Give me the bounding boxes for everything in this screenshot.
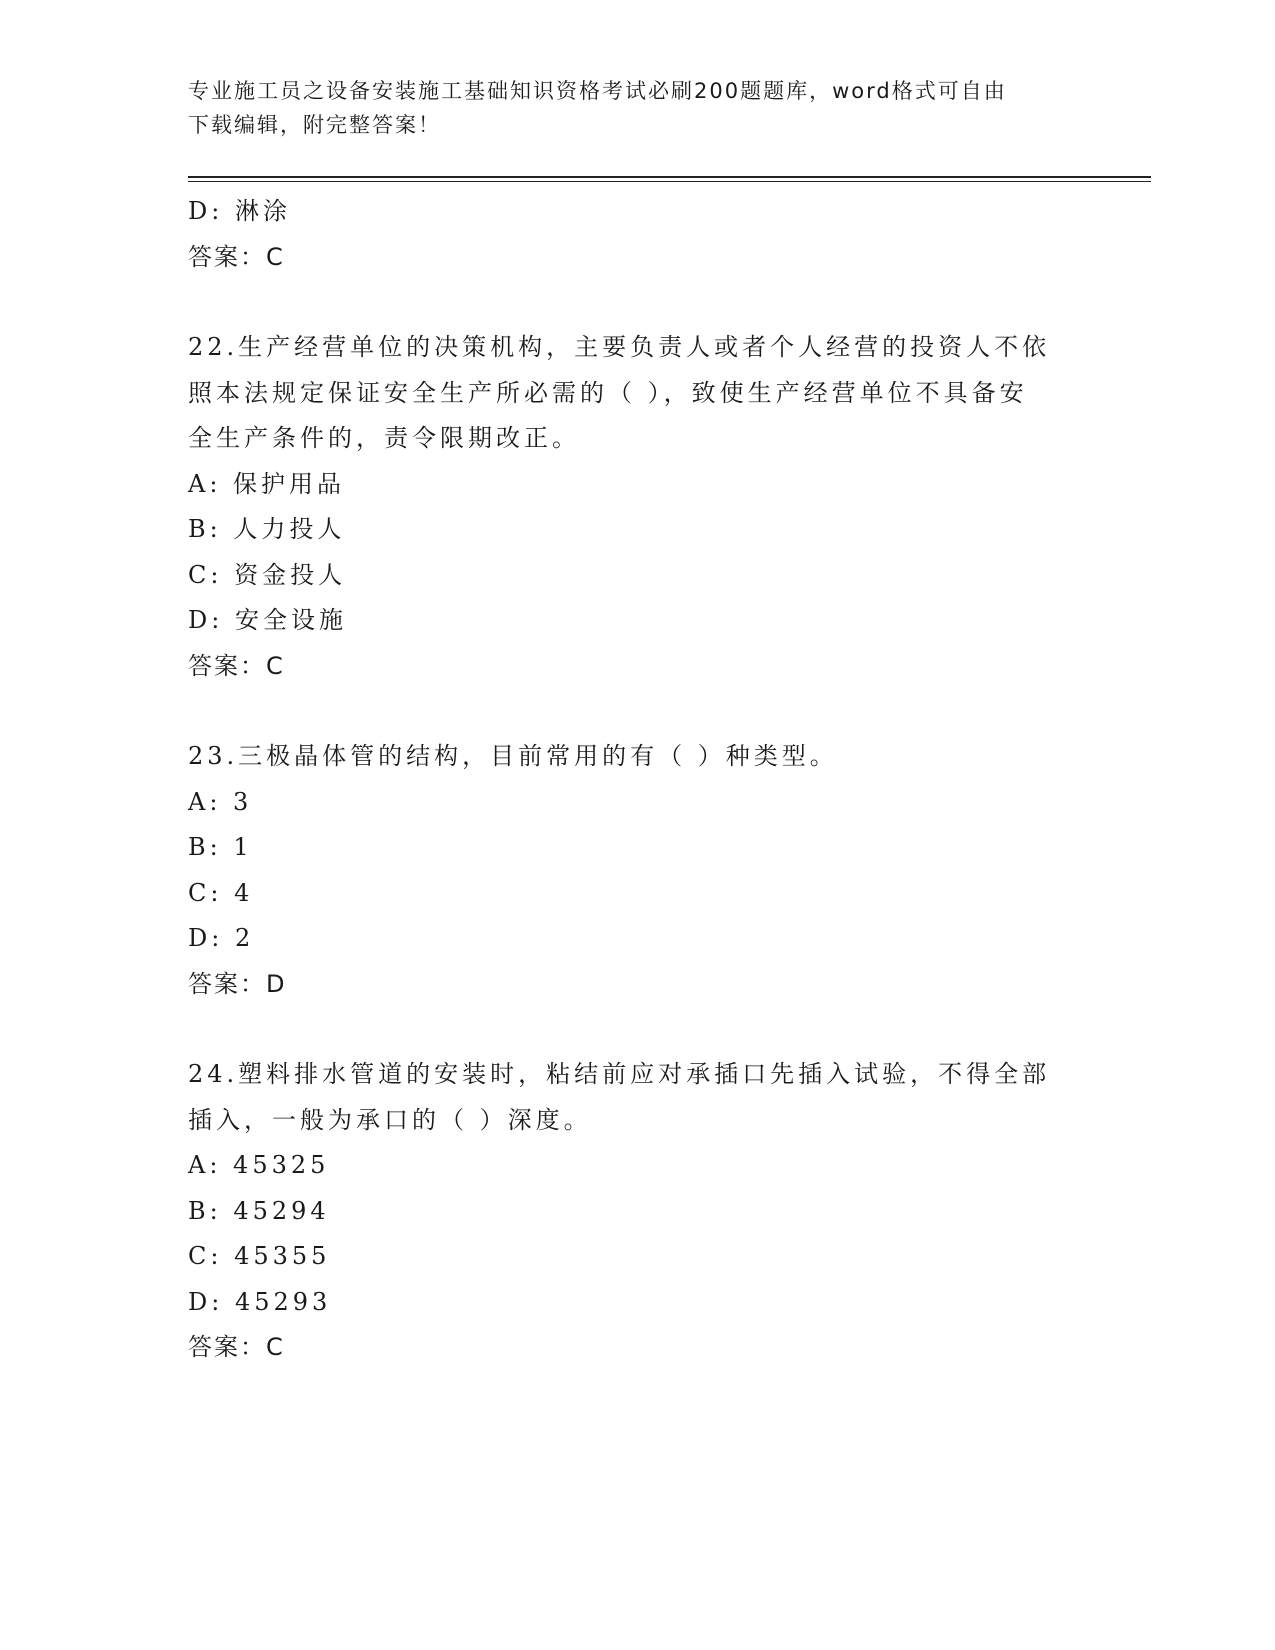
question-text-line: 23.三极晶体管的结构，目前常用的有（ ）种类型。 [188, 742, 838, 770]
question-block-22 [188, 325, 1088, 689]
header-divider-thick [188, 176, 1151, 178]
option-a: A: 45325 [188, 1151, 330, 1179]
question-text-line: 22.生产经营单位的决策机构，主要负责人或者个人经营的投资人不依 [188, 333, 1051, 361]
option-d: D: 安全设施 [188, 606, 347, 634]
spacer [188, 280, 1088, 325]
option-b: B: 45294 [188, 1196, 330, 1225]
question-text-line: 插入，一般为承口的（ ）深度。 [188, 1105, 592, 1134]
option-a: A: 保护用品 [188, 469, 346, 498]
option-c: C: 45355 [188, 1242, 331, 1270]
option-a: A: 3 [188, 787, 253, 816]
option-c: C: 资金投人 [188, 560, 347, 589]
option-b: B: 人力投人 [188, 515, 346, 543]
spacer [188, 1007, 1088, 1052]
option-c: C: 4 [188, 878, 254, 907]
option-b: B: 1 [188, 833, 253, 861]
document-header [188, 74, 1068, 142]
answer-line: 答案：C [188, 1333, 285, 1361]
answer-line: 答案：C [188, 242, 285, 271]
header-divider-thin [188, 181, 1151, 182]
question-block-24 [188, 1052, 1088, 1371]
question-block-23 [188, 734, 1088, 1007]
document-body [188, 189, 1088, 1371]
answer-line: 答案：C [188, 651, 285, 680]
question-text-line: 24.塑料排水管道的安装时，粘结前应对承插口先插入试验，不得全部 [188, 1060, 1051, 1088]
option-d: D: 淋涂 [188, 197, 291, 225]
option-d: D: 45293 [188, 1287, 332, 1316]
option-d: D: 2 [188, 924, 255, 952]
question-text-line: 照本法规定保证安全生产所必需的（ ），致使生产经营单位不具备安 [188, 378, 1028, 407]
question-text-line: 全生产条件的，责令限期改正。 [188, 424, 580, 452]
answer-line: 答案：D [188, 969, 287, 998]
header-line-1: 专业施工员之设备安装施工基础知识资格考试必刷200题题库，word格式可自由 [188, 79, 1007, 103]
header-line-2: 下载编辑，附完整答案！ [188, 113, 441, 137]
spacer [188, 689, 1088, 734]
